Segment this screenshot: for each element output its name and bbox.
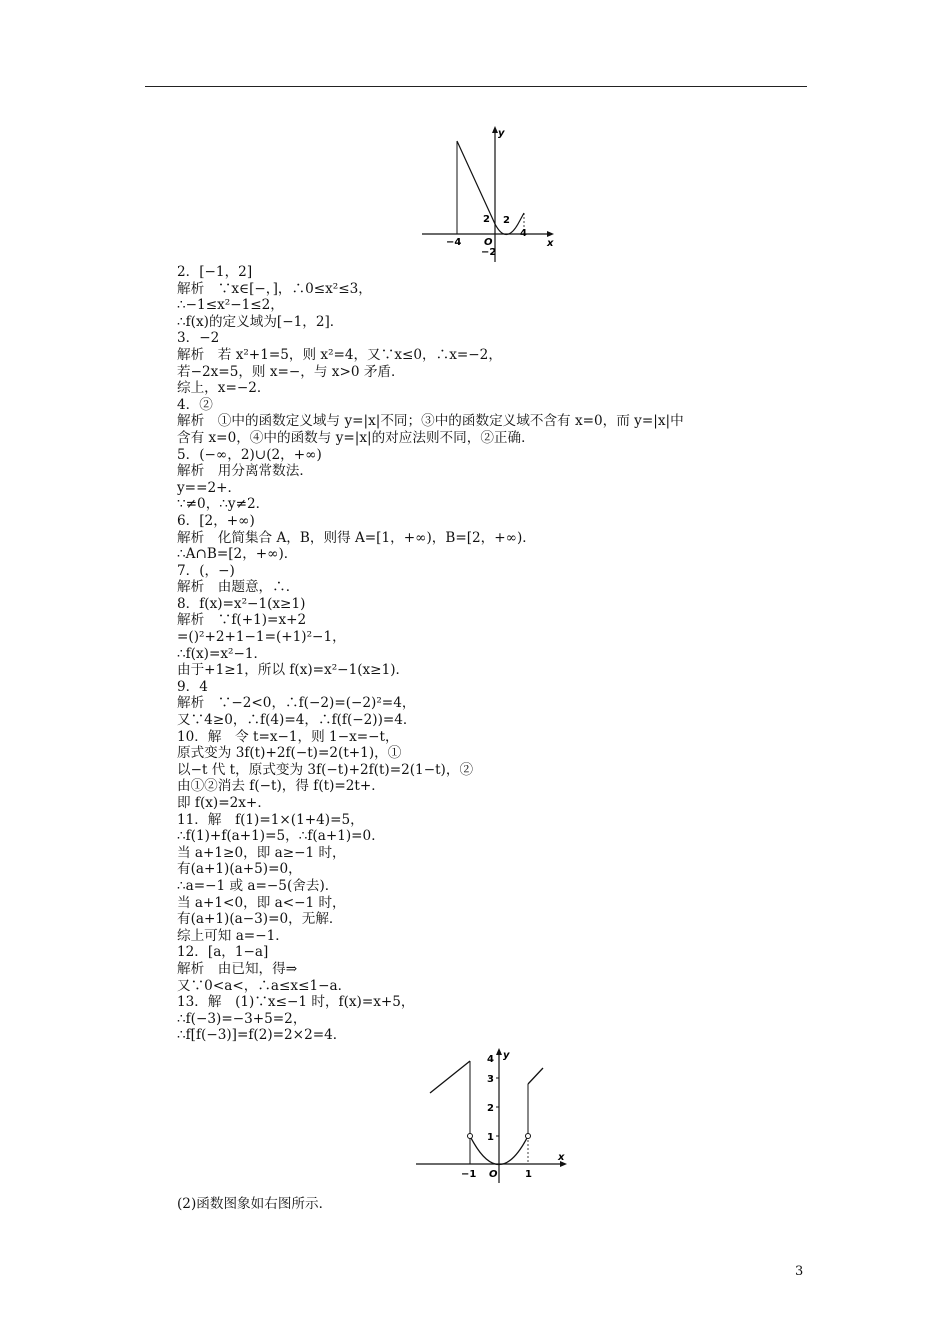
text-line: 又∵0<a<，∴a≤x≤1−a． (177, 977, 352, 994)
text-line: 9．4 (177, 678, 208, 695)
y-axis-label: y (503, 1050, 510, 1061)
text-line: 11．解 f(1)=1×(1+4)=5， (177, 811, 364, 828)
figure-caption: (2)函数图象如右图所示． (177, 1196, 333, 1212)
text-line: 13．解 (1)∵x≤−1 时，f(x)=x+5， (177, 994, 415, 1011)
y-tick-1: 1 (487, 1132, 494, 1143)
text-line: ∴−1≤x²−1≤2， (177, 297, 284, 314)
solution-text (177, 264, 817, 1044)
text-line: 解析 ∵−2<0，∴f(−2)=(−2)²=4， (177, 695, 416, 712)
text-line: 若−2x=5，则 x=−，与 x>0 矛盾． (177, 363, 405, 380)
text-line: ∴f[f(−3)]=f(2)=2×2=4． (177, 1027, 347, 1044)
text-line: 有(a+1)(a+5)=0， (177, 861, 302, 878)
text-line: 解析 化简集合 A，B，则得 A=[1，+∞)，B=[2，+∞)． (177, 529, 536, 546)
tick-label-x4: 4 (520, 228, 527, 239)
x-tick-1: 1 (525, 1169, 532, 1180)
text-line: 6．[2，+∞) (177, 512, 255, 529)
text-line: 由①②消去 f(−t)，得 f(t)=2t+． (177, 778, 385, 795)
text-line: ∴a=−1 或 a=−5(舍去)． (177, 877, 339, 894)
tick-label-point2: 2 (503, 215, 510, 226)
text-line: 7．(，−) (177, 562, 235, 579)
text-line: 解析 用分离常数法． (177, 463, 313, 480)
text-line: 解析 ∵f(+1)=x+2 (177, 612, 307, 629)
text-line: y==2+． (177, 479, 242, 496)
y-tick-4: 4 (487, 1054, 494, 1065)
text-line: =()²+2+1−1=(+1)²−1， (177, 629, 346, 646)
text-line: ∴f(x)的定义域为[−1，2]． (177, 313, 344, 330)
function-graph-2 (412, 1046, 572, 1184)
text-line: 综上可知 a=−1． (177, 927, 289, 944)
text-line: ∴f(1)+f(a+1)=5，∴f(a+1)=0． (177, 828, 385, 845)
text-line: 12．[a，1−a] (177, 944, 269, 961)
text-line: ∵≠0，∴y≠2． (177, 496, 270, 513)
text-line: 有(a+1)(a−3)=0，无解． (177, 911, 343, 928)
text-line: 以−t 代 t，原式变为 3f(−t)+2f(t)=2(1−t)，② (177, 761, 474, 778)
text-line: 2．[−1，2] (177, 264, 253, 280)
text-line: 4．② (177, 396, 213, 413)
x-axis-label: x (547, 238, 554, 249)
origin-label: O (484, 237, 493, 248)
origin-label: O (489, 1169, 498, 1180)
tick-label-neg4: −4 (446, 237, 462, 248)
text-line: 解析 若 x²+1=5，则 x²=4，又∵x≤0，∴x=−2， (177, 346, 502, 363)
tick-label-neg2: −2 (481, 247, 497, 258)
x-tick-neg1: −1 (461, 1169, 477, 1180)
text-line: 即 f(x)=2x+． (177, 795, 271, 811)
text-line: 8．f(x)=x²−1(x≥1) (177, 595, 306, 612)
text-line: ∴A∩B=[2，+∞)． (177, 546, 298, 563)
text-line: 当 a+1<0，即 a<−1 时， (177, 894, 346, 911)
text-line: 解析 ∵x∈[−，]，∴0≤x²≤3， (177, 280, 372, 297)
y-tick-2: 2 (487, 1103, 494, 1114)
x-axis-label: x (558, 1152, 565, 1163)
text-line: ∴f(−3)=−3+5=2， (177, 1010, 307, 1027)
text-line: 10．解 令 t=x−1，则 1−x=−t， (177, 728, 399, 745)
text-line: 含有 x=0，④中的函数与 y=|x|的对应法则不同，②正确． (177, 429, 535, 446)
text-line: 3．−2 (177, 330, 220, 347)
y-axis-label: y (498, 128, 505, 139)
text-line: 又∵4≥0，∴f(4)=4，∴f(f(−2))=4． (177, 712, 417, 729)
text-line: 5．(−∞，2)∪(2，+∞) (177, 446, 322, 463)
page-number: 3 (795, 1264, 804, 1279)
text-line: 原式变为 3f(t)+2f(−t)=2(t+1)，① (177, 745, 402, 762)
text-line: 由于+1≥1，所以 f(x)=x²−1(x≥1)． (177, 662, 410, 679)
text-line: 综上，x=−2． (177, 380, 271, 397)
y-tick-3: 3 (487, 1074, 494, 1085)
text-line: 解析 由题意，∴． (177, 579, 300, 596)
tick-label-y2: 2 (483, 214, 490, 225)
text-line: 解析 ①中的函数定义域与 y=|x|不同；③中的函数定义域不含有 x=0，而 y=|x|中 (177, 413, 684, 430)
text-line: ∴f(x)=x²−1． (177, 645, 268, 662)
text-line: 当 a+1≥0，即 a≥−1 时， (177, 844, 346, 861)
function-graph-1 (418, 124, 558, 264)
text-line: 解析 由已知，得⇒ (177, 960, 298, 977)
header-rule (145, 86, 807, 87)
